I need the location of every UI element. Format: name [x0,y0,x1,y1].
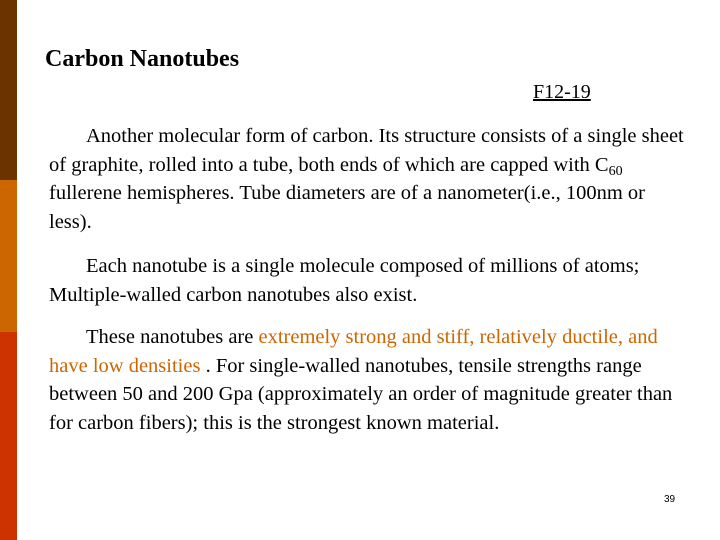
paragraph-properties [49,323,687,437]
paragraph-molecule: Each nanotube is a single molecule composed of millions of atoms; Multiple-walled carbon nanotubes also exist. [49,255,640,306]
highlighted-properties-text: extremely strong and stiff, relatively ductile, and have low densities [49,326,658,377]
sidebar-segment-top [0,0,17,180]
paragraph-structure-text-b: fullerene hemispheres. Tube diameters are of a nanometer(i.e., 100nm or less). [49,182,646,233]
subscript-60: 60 [608,163,623,179]
paragraph-properties-lead: These nanotubes are [86,326,259,348]
slide-title: Carbon Nanotubes [45,46,240,72]
sidebar-segment-bottom [0,332,17,540]
paragraph-structure [49,122,687,236]
sidebar-segment-middle [0,180,17,332]
sidebar-accent-bar [0,0,17,540]
paragraph-properties-rest: . For single-walled nanotubes, tensile strengths range between 50 and 200 Gpa (approximately an order of magnitude greater than for carbon fibers); this is the strongest known material. [49,354,673,434]
figure-reference-link[interactable]: F12-19 [533,81,591,103]
paragraph-structure-text-a: Another molecular form of carbon. Its structure consists of a single sheet of graphite, rolled into a tube, both ends of which are capped with C [49,125,684,176]
page-number: 39 [664,494,676,505]
